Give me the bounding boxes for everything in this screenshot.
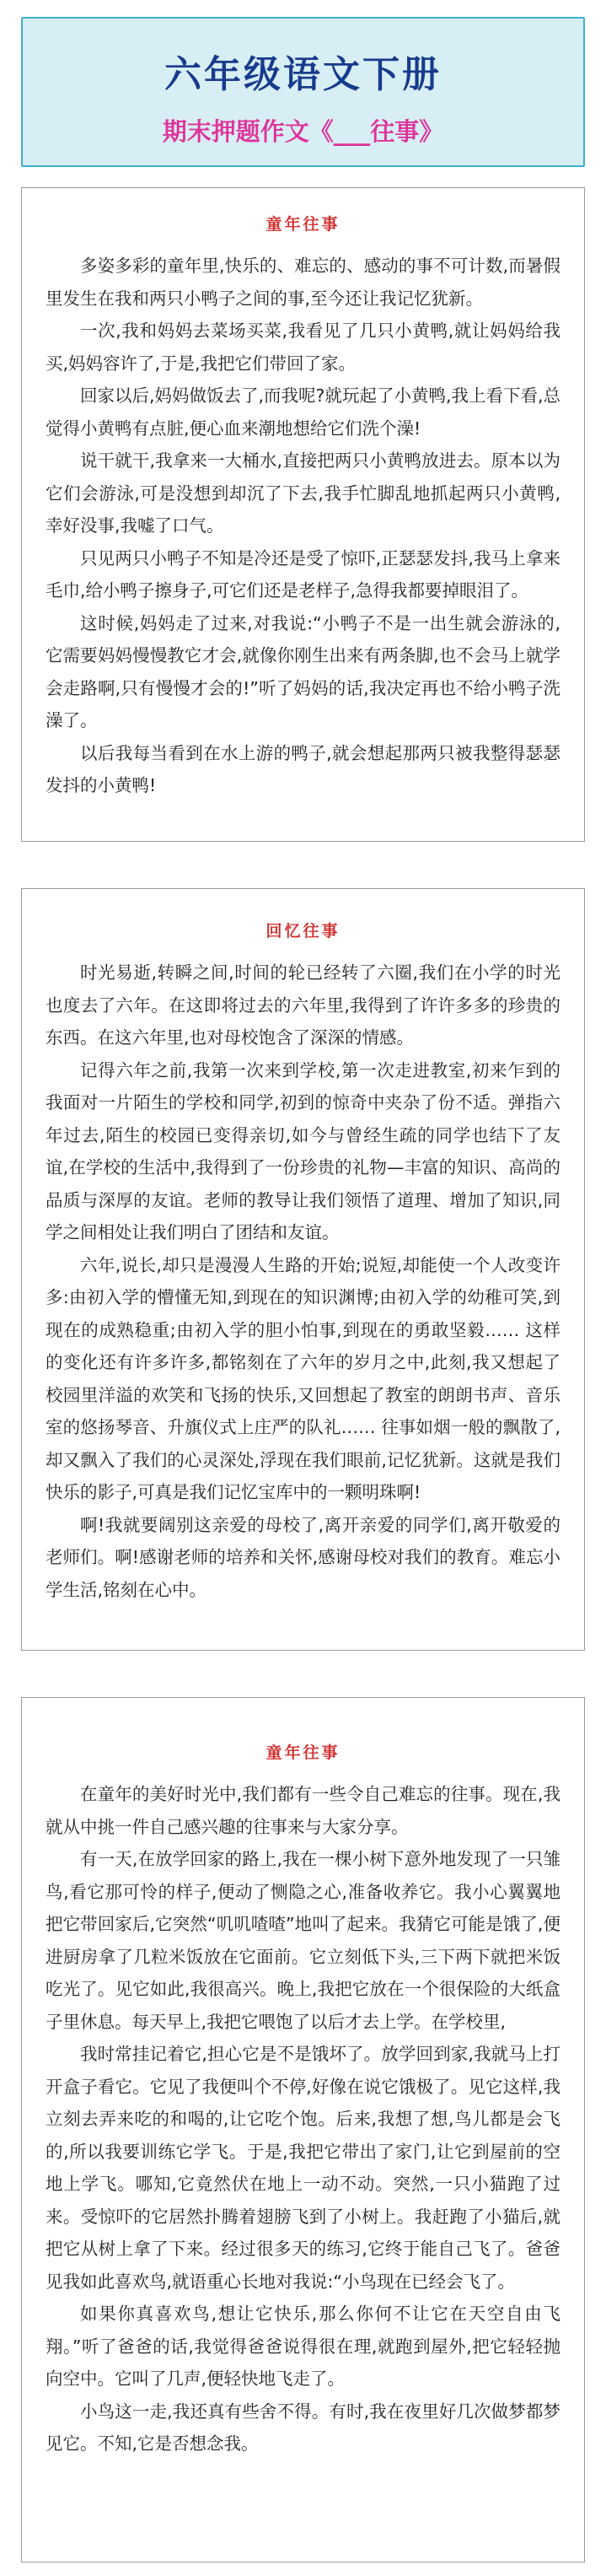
essay-paragraph: 时光易逝,转瞬之间,时间的轮已经转了六圈,我们在小学的时光也度去了六年。在这即将过去的六年里,我得到了许许多多的珍贵的东西。在这六年里,也对母校饱含了深深的情感。 bbox=[46, 962, 560, 1048]
essay-paragraph: 小鸟这一走,我还真有些舍不得。有时,我在夜里好几次做梦都梦见它。不知,它是否想念我。 bbox=[46, 2401, 560, 2454]
essay-paragraph: 有一天,在放学回家的路上,我在一棵小树下意外地发现了一只雏鸟,看它那可怜的样子,便动了恻隐之心,准备收养它。我小心翼翼地把它带回家后,它突然“叽叽喳喳”地叫了起来。我猜它可能是饿了,便进厨房拿了几粒米饭放在它面前。它立刻低下头,三下两下就把米饭吃光了。见它如此,我很高兴。晚上,我把它放在一个很保险的大纸盒子里休息。每天早上,我把它喂饱了以后才去上学。在学校里, bbox=[46, 1849, 560, 2032]
page-title: 六年级语文下册 bbox=[164, 53, 442, 96]
essay-paragraph: 记得六年之前,我第一次来到学校,第一次走进教室,初来乍到的我面对一片陌生的学校和同学,初到的惊奇中夹杂了份不适。弹指六年过去,陌生的校园已变得亲切,如今与曾经生疏的同学也结下了友谊,在学校的生活中,我得到了一份珍贵的礼物—丰富的知识、高尚的品质与深厚的友谊。老师的教导让我们领悟了道理、增加了知识,同学之间相处让我们明白了团结和友谊。 bbox=[46, 1059, 560, 1242]
essay-paragraph: 如果你真喜欢鸟,想让它快乐,那么你何不让它在天空自由飞翔。”听了爸爸的话,我觉得爸爸说得很在理,就跑到屋外,把它轻轻抛向空中。它叫了几声,便轻快地飞走了。 bbox=[46, 2304, 560, 2389]
essay-card-3 bbox=[21, 1697, 585, 2563]
essay-paragraph: 我时常挂记着它,担心它是不是饿坏了。放学回到家,我就马上打开盒子看它。它见了我便叫个不停,好像在说它饿极了。见它这样,我立刻去弄来吃的和喝的,让它吃个饱。后来,我想了想,鸟儿都是会飞的,所以我要训练它学飞。于是,我把它带出了家门,让它到屋前的空地上学飞。哪知,它竟然伏在地上一动不动。突然,一只小猫跑了过来。受惊吓的它居然扑腾着翅膀飞到了小树上。我赶跑了小猫后,就把它从树上拿了下来。经过很多天的练习,它终于能自己飞了。爸爸见我如此喜欢鸟,就语重心长地对我说:“小鸟现在已经会飞了。 bbox=[46, 2044, 560, 2292]
essay-card-1 bbox=[21, 187, 585, 842]
essay-paragraph: 只见两只小鸭子不知是冷还是受了惊吓,正瑟瑟发抖,我马上拿来毛巾,给小鸭子擦身子,可它们还是老样子,急得我都要掉眼泪了。 bbox=[46, 547, 560, 601]
essay-paragraph: 一次,我和妈妈去菜场买菜,我看见了几只小黄鸭,就让妈妈给我买,妈妈容许了,于是,我把它们带回了家。 bbox=[46, 321, 560, 374]
header-banner bbox=[21, 17, 585, 167]
essay-paragraph: 六年,说长,却只是漫漫人生路的开始;说短,却能使一个人改变许多:由初入学的懵懂无知,到现在的知识渊博;由初入学的幼稚可笑,到现在的成熟稳重;由初入学的胆小怕事,到现在的勇敢坚毅…… 这样的变化还有许多许多,都铭刻在了六年的岁月之中,此刻,我又想起了校园里洋溢的欢笑和飞扬的快乐,又回想起了教室的朗朗书声、音乐室的悠扬琴音、升旗仪式上庄严的队礼…… 往事如烟一般的飘散了,却又飘入了我们的心灵深处,浮现在我们眼前,记忆犹新。这就是我们快乐的影子,可真是我们记忆宝库中的一颗明珠啊! bbox=[46, 1254, 560, 1502]
essay-paragraph: 在童年的美好时光中,我们都有一些令自己难忘的往事。现在,我就从中挑一件自己感兴趣的往事来与大家分享。 bbox=[46, 1784, 560, 1837]
essay-title: 童年往事 bbox=[265, 215, 341, 234]
essay-card-2 bbox=[21, 888, 585, 1651]
essay-paragraph: 这时候,妈妈走了过来,对我说:“小鸭子不是一出生就会游泳的,它需要妈妈慢慢教它才会,就像你刚生出来有两条脚,也不会马上就学会走路啊,只有慢慢才会的!”听了妈妈的话,我决定再也不给小鸭子洗澡了。 bbox=[46, 612, 560, 730]
essay-paragraph: 啊!我就要阔别这亲爱的母校了,离开亲爱的同学们,离开敬爱的老师们。啊!感谢老师的培养和关怀,感谢母校对我们的教育。难忘小学生活,铭刻在心中。 bbox=[46, 1514, 560, 1600]
essay-title: 回忆往事 bbox=[265, 922, 341, 940]
page-subtitle: 期末押题作文《___往事》 bbox=[162, 117, 444, 146]
essay-paragraph: 说干就干,我拿来一大桶水,直接把两只小黄鸭放进去。原本以为它们会游泳,可是没想到却沉了下去,我手忙脚乱地抓起两只小黄鸭,幸好没事,我嘘了口气。 bbox=[46, 450, 560, 536]
essay-title: 童年往事 bbox=[265, 1743, 341, 1762]
essay-paragraph: 回家以后,妈妈做饭去了,而我呢?就玩起了小黄鸭,我上看下看,总觉得小黄鸭有点脏,便心血来潮地想给它们洗个澡! bbox=[46, 385, 560, 439]
essay-paragraph: 以后我每当看到在水上游的鸭子,就会想起那两只被我整得瑟瑟发抖的小黄鸭! bbox=[46, 742, 560, 795]
essay-paragraph: 多姿多彩的童年里,快乐的、难忘的、感动的事不可计数,而暑假里发生在我和两只小鸭子之间的事,至今还让我记忆犹新。 bbox=[46, 256, 560, 309]
